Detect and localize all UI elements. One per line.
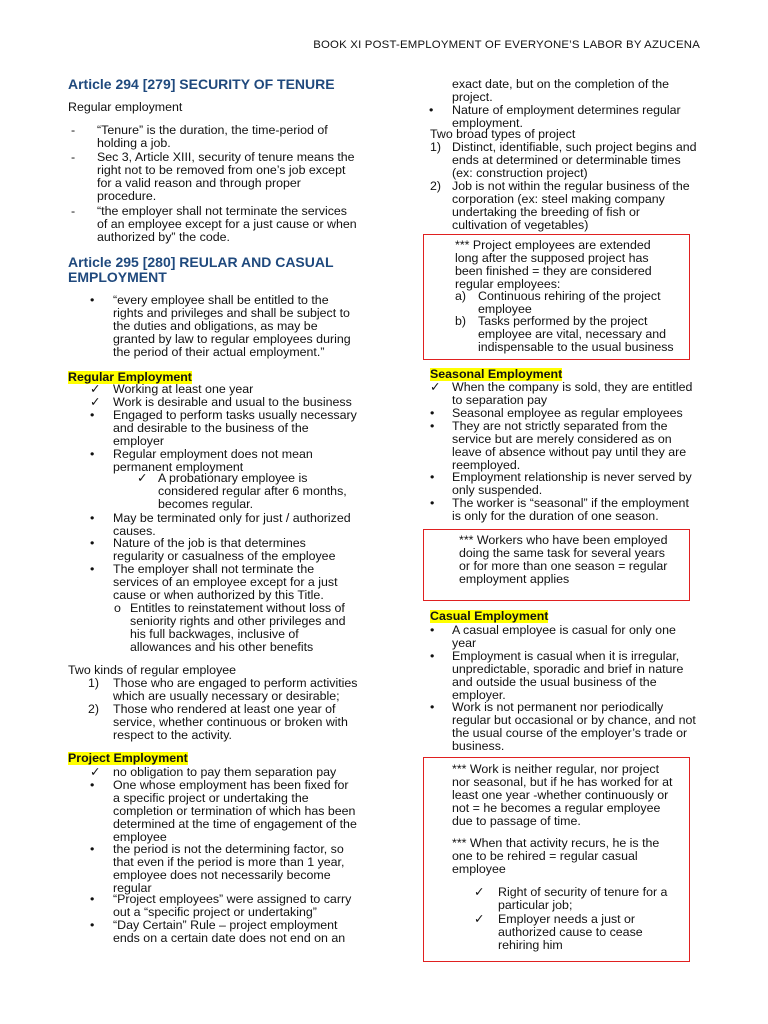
- quote-text: the duties and obligations, as may be: [113, 319, 318, 334]
- check-icon: ✓: [137, 471, 148, 485]
- list-item: Seasonal employee as regular employees: [452, 406, 683, 420]
- list-item: Job is not within the regular business of the: [452, 179, 690, 193]
- number-marker: 1): [430, 140, 442, 154]
- list-item: employment.: [452, 116, 523, 131]
- list-item: Engaged to perform tasks usually necessary: [113, 408, 357, 422]
- number-marker: 2): [430, 179, 442, 193]
- list-item: Regular employment does not mean: [113, 447, 313, 461]
- list-item: completion or termination of which has been: [113, 804, 356, 819]
- check-icon: ✓: [90, 395, 101, 409]
- dash-marker: -: [71, 123, 76, 137]
- note-text: one to be rehired = regular casual: [452, 849, 638, 864]
- list-item: Employment relationship is never served by: [452, 470, 692, 484]
- list-item: Employment is casual when it is irregular,: [452, 649, 680, 663]
- note-text: due to passage of time.: [452, 814, 581, 829]
- list-item: reemployed.: [452, 458, 521, 473]
- circle-marker: o: [114, 601, 121, 615]
- list-item: service but are merely considered as on: [452, 432, 672, 447]
- list-item: allowances and his other benefits: [130, 640, 314, 655]
- note-text: nor seasonal, but if he has worked for at: [452, 775, 673, 790]
- list-item: causes.: [113, 524, 156, 539]
- list-item: The employer shall not terminate the: [113, 562, 315, 576]
- letter-marker: a): [455, 289, 467, 303]
- list-item: holding a job.: [97, 136, 171, 151]
- note-text: Tasks performed by the project: [478, 314, 648, 328]
- list-item: A casual employee is casual for only one: [452, 623, 676, 637]
- note-text: long after the supposed project has: [455, 251, 649, 266]
- section-heading: Article 294 [279] SECURITY OF TENURE: [68, 76, 335, 92]
- check-icon: ✓: [474, 885, 485, 899]
- section-heading: Article 295 [280] REULAR AND CASUAL: [68, 254, 334, 270]
- list-item: May be terminated only for just / authorized: [113, 511, 351, 525]
- list-item: corporation (ex: steel making company: [452, 192, 665, 207]
- list-item: no obligation to pay them separation pay: [113, 765, 337, 779]
- quote-text: “every employee shall be entitled to the: [113, 293, 329, 307]
- section-heading: EMPLOYMENT: [68, 268, 167, 285]
- list-item: that even if the period is more than 1 year,: [113, 855, 345, 870]
- check-icon: ✓: [474, 912, 485, 926]
- list-item: One whose employment has been fixed for: [113, 778, 349, 792]
- note-text: authorized cause to cease: [498, 925, 643, 940]
- number-marker: 2): [88, 702, 100, 716]
- list-item: “Day Certain” Rule – project employment: [113, 918, 338, 932]
- bullet-marker: •: [430, 649, 435, 663]
- list-item: a specific project or undertaking the: [113, 791, 309, 806]
- list-item: for a valid reason and through proper: [97, 176, 301, 191]
- dash-marker: -: [71, 150, 76, 164]
- list-item: services of an employee except for a just: [113, 575, 338, 590]
- list-item: Distinct, identifiable, such project begins and: [452, 140, 697, 154]
- list-item: Nature of employment determines regular: [452, 103, 681, 117]
- bullet-marker: •: [430, 700, 435, 714]
- check-icon: ✓: [430, 380, 441, 394]
- number-marker: 1): [88, 676, 100, 690]
- list-item: employer.: [452, 688, 506, 703]
- note-text: *** Work is neither regular, nor project: [452, 762, 660, 776]
- list-item: business.: [452, 739, 505, 754]
- list-item: employee: [113, 830, 167, 845]
- list-item: which are usually necessary or desirable;: [113, 689, 340, 704]
- list-item: respect to the activity.: [113, 728, 232, 743]
- paragraph: Two broad types of project: [430, 127, 576, 141]
- bullet-marker: •: [90, 918, 95, 932]
- list-item: considered regular after 6 months,: [158, 484, 347, 499]
- list-item: The worker is “seasonal” if the employment: [452, 496, 689, 510]
- note-text: rehiring him: [498, 938, 563, 953]
- note-text: not = he becomes a regular employee: [452, 801, 661, 816]
- list-item: Nature of the job is that determines: [113, 536, 306, 550]
- note-text: regular employees:: [455, 277, 561, 292]
- paragraph: project.: [452, 90, 493, 105]
- paragraph: Two kinds of regular employee: [68, 663, 237, 677]
- check-icon: ✓: [90, 382, 101, 396]
- highlighted-label: Project Employment: [68, 751, 188, 765]
- list-item: out a “specific project or undertaking”: [113, 905, 317, 920]
- note-text: least one year -whether continuously or: [452, 788, 669, 803]
- bullet-marker: •: [430, 406, 435, 420]
- list-item: cause or when authorized by this Title.: [113, 588, 324, 603]
- list-item: service, whether continuous or broken with: [113, 715, 348, 730]
- list-item: and outside the usual business of the: [452, 675, 657, 690]
- note-text: employee: [452, 862, 506, 877]
- list-item: “Tenure” is the duration, the time-period of: [97, 123, 328, 137]
- list-item: When the company is sold, they are entitled: [452, 380, 693, 394]
- highlighted-label: Regular Employment: [68, 370, 192, 384]
- check-icon: ✓: [90, 765, 101, 779]
- quote-text: the period of their actual employment.”: [113, 345, 325, 360]
- list-item: permanent employment: [113, 460, 244, 475]
- list-item: Working at least one year: [113, 382, 254, 396]
- list-item: his full backwages, inclusive of: [130, 627, 299, 642]
- note-text: employee: [478, 302, 532, 317]
- page-header: BOOK XI POST-EMPLOYMENT OF EVERYONE’S LABOR BY AZUCENA: [313, 39, 700, 51]
- list-item: A probationary employee is: [158, 471, 308, 485]
- note-text: employee are vital, necessary and: [478, 327, 667, 342]
- subheading: Regular employment: [68, 100, 183, 114]
- list-item: and desirable to the business of the: [113, 421, 309, 436]
- note-text: *** Project employees are extended: [455, 238, 651, 252]
- list-item: cultivation of vegetables): [452, 218, 589, 233]
- list-item: “the employer shall not terminate the services: [97, 204, 347, 218]
- note-text: *** When that activity recurs, he is the: [452, 836, 660, 850]
- list-item: Sec 3, Article XIII, security of tenure means the: [97, 150, 355, 164]
- bullet-marker: •: [90, 778, 95, 792]
- bullet-marker: •: [430, 623, 435, 637]
- list-item: Work is desirable and usual to the business: [113, 395, 352, 409]
- list-item: unpredictable, sporadic and brief in nature: [452, 662, 684, 677]
- list-item: right not to be removed from one’s job except: [97, 163, 346, 178]
- list-item: to separation pay: [452, 393, 548, 408]
- note-text: *** Workers who have been employed: [459, 533, 668, 547]
- bullet-marker: •: [90, 408, 95, 422]
- list-item: procedure.: [97, 189, 157, 204]
- list-item: Entitles to reinstatement without loss of: [130, 601, 345, 615]
- list-item: determined at the time of engagement of the: [113, 817, 357, 832]
- highlighted-label: Seasonal Employment: [430, 367, 563, 381]
- list-item: becomes regular.: [158, 497, 254, 512]
- note-text: doing the same task for several years: [459, 546, 665, 561]
- list-item: the usual course of the employer’s trade or: [452, 726, 688, 741]
- bullet-marker: •: [429, 103, 434, 117]
- list-item: (ex: construction project): [452, 166, 588, 181]
- bullet-marker: •: [90, 511, 95, 525]
- list-item: Those who are engaged to perform activities: [113, 676, 358, 690]
- list-item: ends on a certain date does not end on an: [113, 931, 346, 946]
- highlighted-label: Casual Employment: [430, 609, 549, 623]
- list-item: seniority rights and other privileges and: [130, 614, 346, 629]
- bullet-marker: •: [430, 496, 435, 510]
- list-item: employee does not necessarily become: [113, 868, 331, 883]
- note-text: Right of security of tenure for a: [498, 885, 668, 899]
- list-item: regular but occasional or by chance, and not: [452, 713, 696, 728]
- list-item: Those who rendered at least one year of: [113, 702, 336, 716]
- note-text: Continuous rehiring of the project: [478, 289, 661, 303]
- bullet-marker: •: [430, 470, 435, 484]
- dash-marker: -: [71, 204, 76, 218]
- note-text: employment applies: [459, 572, 570, 587]
- letter-marker: b): [455, 314, 467, 328]
- list-item: undertaking the breeding of fish or: [452, 205, 641, 220]
- quote-text: granted by law to regular employees during: [113, 332, 351, 347]
- list-item: leave of absence without pay until they are: [452, 445, 687, 460]
- note-text: particular job;: [498, 898, 573, 913]
- list-item: regular: [113, 881, 152, 896]
- paragraph: exact date, but on the completion of the: [452, 77, 669, 91]
- list-item: only suspended.: [452, 483, 543, 498]
- bullet-marker: •: [90, 447, 95, 461]
- note-text: been finished = they are considered: [455, 264, 652, 279]
- note-text: or for more than one season = regular: [459, 559, 668, 574]
- bullet-marker: •: [430, 419, 435, 433]
- note-text: indispensable to the usual business: [478, 340, 674, 355]
- bullet-marker: •: [90, 536, 95, 550]
- list-item: of an employee except for a just cause or when: [97, 217, 357, 232]
- list-item: ends at determined or determinable times: [452, 153, 681, 168]
- list-item: the period is not the determining factor, so: [113, 842, 344, 856]
- bullet-marker: •: [90, 293, 95, 307]
- bullet-marker: •: [90, 892, 95, 906]
- list-item: year: [452, 636, 477, 651]
- list-item: They are not strictly separated from the: [452, 419, 668, 433]
- list-item: employer: [113, 434, 164, 449]
- bullet-marker: •: [90, 562, 95, 576]
- bullet-marker: •: [90, 842, 95, 856]
- list-item: regularity or casualness of the employee: [113, 549, 336, 564]
- quote-text: rights and privileges and shall be subject to: [113, 306, 350, 321]
- list-item: “Project employees” were assigned to carry: [113, 892, 352, 906]
- list-item: authorized by” the code.: [97, 230, 230, 245]
- list-item: Work is not permanent nor periodically: [452, 700, 664, 714]
- note-text: Employer needs a just or: [498, 912, 636, 926]
- list-item: is only for the duration of one season.: [452, 509, 659, 524]
